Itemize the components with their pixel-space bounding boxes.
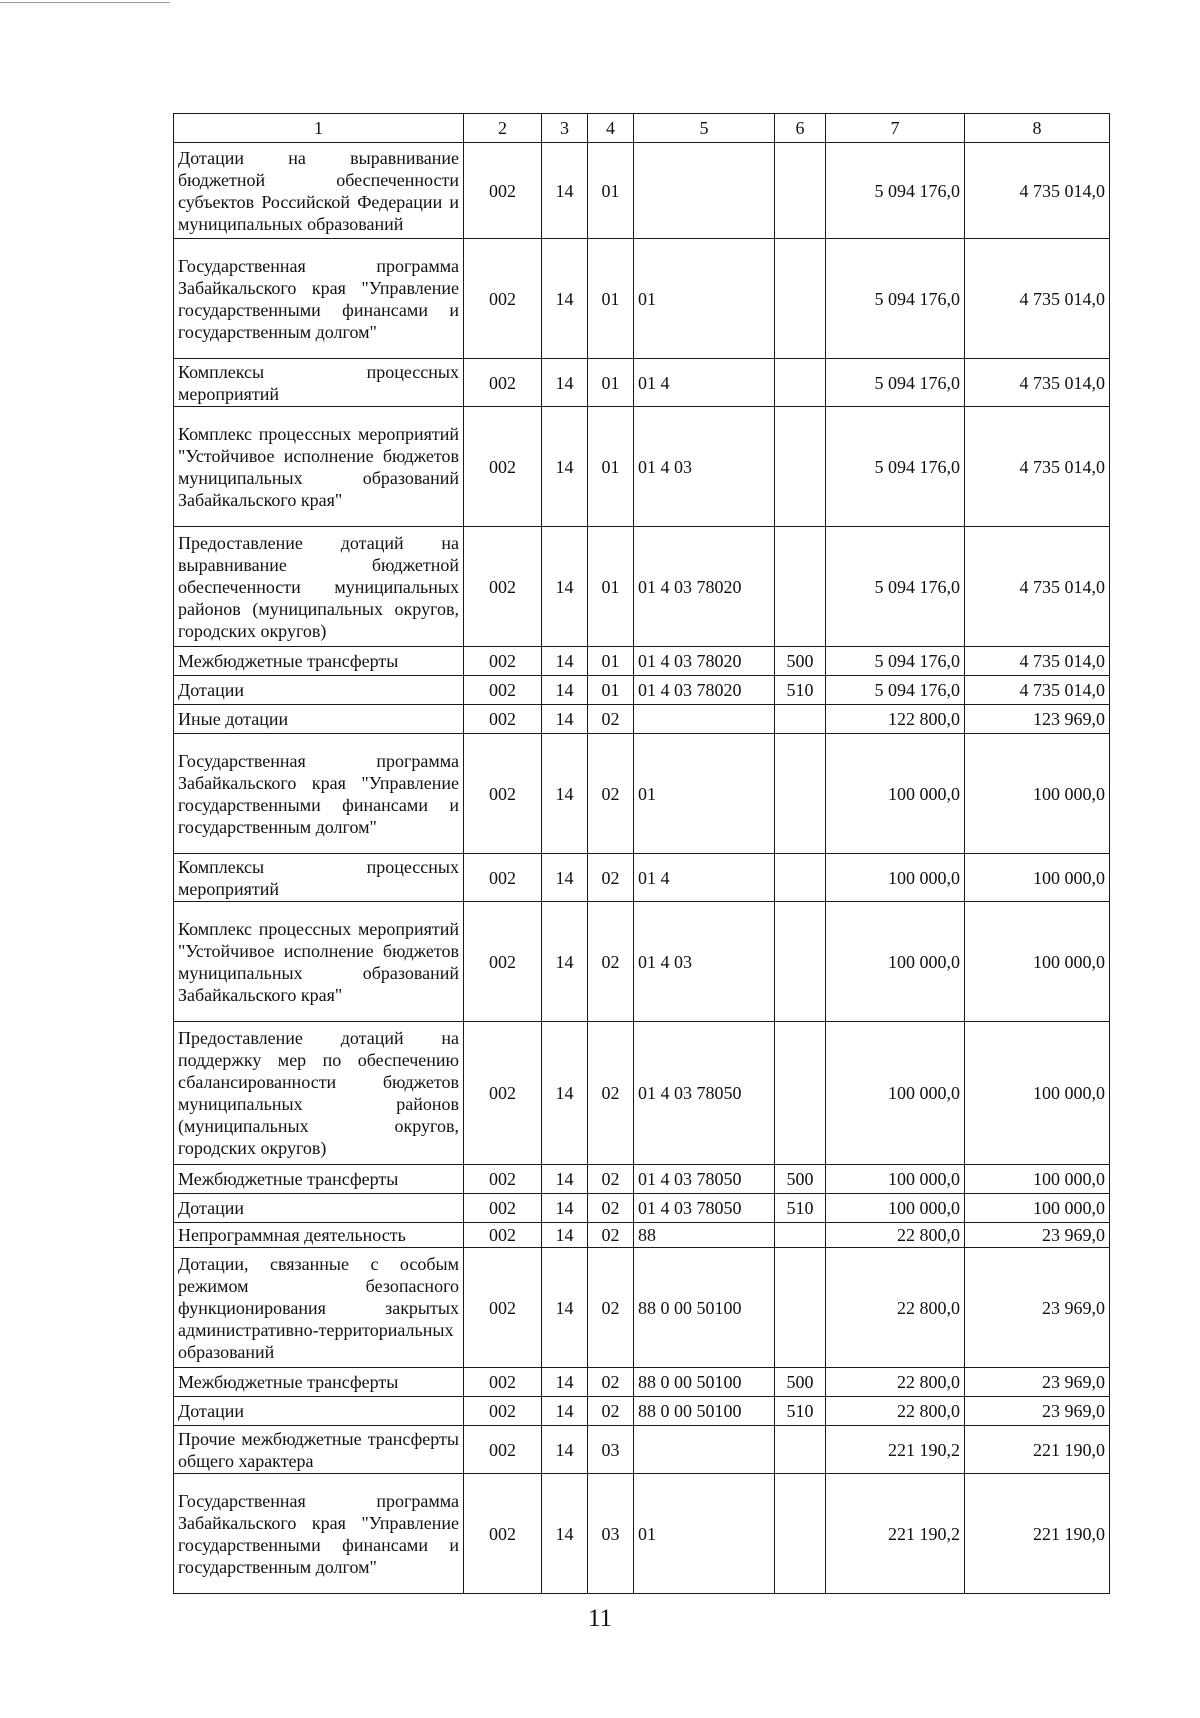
row-amount-1: 100 000,0 bbox=[826, 902, 965, 1022]
table-row bbox=[174, 1165, 1110, 1194]
row-amount-1: 5 094 176,0 bbox=[826, 359, 965, 407]
row-expense-type bbox=[775, 1248, 826, 1368]
row-target-article: 01 4 03 bbox=[634, 407, 775, 527]
row-subsection: 02 bbox=[588, 1248, 634, 1368]
row-section: 14 bbox=[542, 854, 588, 902]
row-expense-type: 500 bbox=[775, 1165, 826, 1194]
row-name: Дотации на выравнивание бюджетной обеспеченности субъектов Российской Федерации и муниципальных образований bbox=[174, 143, 464, 239]
table-row bbox=[174, 1223, 1110, 1248]
row-amount-2: 23 969,0 bbox=[965, 1368, 1110, 1397]
row-subsection: 02 bbox=[588, 1022, 634, 1165]
row-expense-type bbox=[775, 1474, 826, 1594]
row-expense-type bbox=[775, 1426, 826, 1474]
row-section: 14 bbox=[542, 1397, 588, 1426]
row-subsection: 02 bbox=[588, 1223, 634, 1248]
row-subsection: 02 bbox=[588, 854, 634, 902]
row-amount-1: 5 094 176,0 bbox=[826, 647, 965, 676]
row-ministry: 002 bbox=[464, 1165, 542, 1194]
row-subsection: 03 bbox=[588, 1474, 634, 1594]
row-section: 14 bbox=[542, 143, 588, 239]
table-row bbox=[174, 407, 1110, 527]
row-expense-type bbox=[775, 1223, 826, 1248]
row-target-article: 01 4 03 78050 bbox=[634, 1165, 775, 1194]
row-amount-2: 221 190,0 bbox=[965, 1426, 1110, 1474]
row-name: Межбюджетные трансферты bbox=[174, 1368, 464, 1397]
row-name: Непрограммная деятельность bbox=[174, 1223, 464, 1248]
row-subsection: 02 bbox=[588, 734, 634, 854]
row-target-article: 01 4 bbox=[634, 359, 775, 407]
row-section: 14 bbox=[542, 734, 588, 854]
row-amount-2: 100 000,0 bbox=[965, 1194, 1110, 1223]
row-amount-2: 4 735 014,0 bbox=[965, 359, 1110, 407]
row-ministry: 002 bbox=[464, 1194, 542, 1223]
row-subsection: 03 bbox=[588, 1426, 634, 1474]
row-name: Предоставление дотаций на выравнивание бюджетной обеспеченности муниципальных районов (муниципальных округов, городских округов) bbox=[174, 527, 464, 647]
row-amount-1: 5 094 176,0 bbox=[826, 239, 965, 359]
row-expense-type bbox=[775, 902, 826, 1022]
row-target-article: 01 4 03 78050 bbox=[634, 1022, 775, 1165]
row-name: Дотации bbox=[174, 1194, 464, 1223]
row-section: 14 bbox=[542, 1223, 588, 1248]
row-expense-type: 500 bbox=[775, 1368, 826, 1397]
table-row bbox=[174, 359, 1110, 407]
row-ministry: 002 bbox=[464, 143, 542, 239]
row-target-article: 88 bbox=[634, 1223, 775, 1248]
row-target-article: 88 0 00 50100 bbox=[634, 1397, 775, 1426]
header-cell: 5 bbox=[634, 114, 775, 143]
row-expense-type bbox=[775, 143, 826, 239]
row-name: Межбюджетные трансферты bbox=[174, 647, 464, 676]
table-row bbox=[174, 527, 1110, 647]
row-ministry: 002 bbox=[464, 1426, 542, 1474]
row-expense-type: 500 bbox=[775, 647, 826, 676]
row-name: Дотации bbox=[174, 676, 464, 705]
row-amount-1: 5 094 176,0 bbox=[826, 143, 965, 239]
row-subsection: 02 bbox=[588, 1165, 634, 1194]
table-row bbox=[174, 1426, 1110, 1474]
row-expense-type bbox=[775, 359, 826, 407]
row-ministry: 002 bbox=[464, 359, 542, 407]
row-subsection: 01 bbox=[588, 676, 634, 705]
row-ministry: 002 bbox=[464, 1223, 542, 1248]
row-section: 14 bbox=[542, 902, 588, 1022]
row-name: Дотации bbox=[174, 1397, 464, 1426]
row-ministry: 002 bbox=[464, 1248, 542, 1368]
page-number: 11 bbox=[587, 1605, 613, 1632]
row-ministry: 002 bbox=[464, 1397, 542, 1426]
row-section: 14 bbox=[542, 1426, 588, 1474]
row-amount-1: 5 094 176,0 bbox=[826, 676, 965, 705]
row-name: Межбюджетные трансферты bbox=[174, 1165, 464, 1194]
row-expense-type bbox=[775, 239, 826, 359]
header-cell: 7 bbox=[826, 114, 965, 143]
row-section: 14 bbox=[542, 676, 588, 705]
row-section: 14 bbox=[542, 359, 588, 407]
header-cell: 2 bbox=[464, 114, 542, 143]
table-row bbox=[174, 1397, 1110, 1426]
row-amount-2: 4 735 014,0 bbox=[965, 676, 1110, 705]
row-amount-2: 100 000,0 bbox=[965, 902, 1110, 1022]
table-row bbox=[174, 1022, 1110, 1165]
row-amount-2: 23 969,0 bbox=[965, 1397, 1110, 1426]
row-amount-1: 100 000,0 bbox=[826, 1194, 965, 1223]
table-row bbox=[174, 734, 1110, 854]
row-amount-1: 100 000,0 bbox=[826, 1022, 965, 1165]
row-amount-1: 22 800,0 bbox=[826, 1223, 965, 1248]
row-section: 14 bbox=[542, 705, 588, 734]
row-expense-type: 510 bbox=[775, 1194, 826, 1223]
row-expense-type: 510 bbox=[775, 1397, 826, 1426]
table-row bbox=[174, 647, 1110, 676]
row-subsection: 02 bbox=[588, 1397, 634, 1426]
row-name: Комплексы процессных мероприятий bbox=[174, 854, 464, 902]
row-ministry: 002 bbox=[464, 407, 542, 527]
table-row bbox=[174, 239, 1110, 359]
row-expense-type bbox=[775, 527, 826, 647]
row-amount-2: 221 190,0 bbox=[965, 1474, 1110, 1594]
row-expense-type bbox=[775, 705, 826, 734]
row-section: 14 bbox=[542, 1248, 588, 1368]
row-amount-2: 4 735 014,0 bbox=[965, 239, 1110, 359]
row-amount-2: 100 000,0 bbox=[965, 1165, 1110, 1194]
row-section: 14 bbox=[542, 1474, 588, 1594]
row-amount-2: 4 735 014,0 bbox=[965, 143, 1110, 239]
header-cell: 1 bbox=[174, 114, 464, 143]
row-amount-1: 5 094 176,0 bbox=[826, 527, 965, 647]
row-target-article: 88 0 00 50100 bbox=[634, 1368, 775, 1397]
row-target-article: 01 4 03 78050 bbox=[634, 1194, 775, 1223]
row-amount-2: 4 735 014,0 bbox=[965, 647, 1110, 676]
table-row bbox=[174, 1368, 1110, 1397]
row-subsection: 02 bbox=[588, 705, 634, 734]
row-amount-1: 22 800,0 bbox=[826, 1368, 965, 1397]
row-amount-2: 100 000,0 bbox=[965, 734, 1110, 854]
row-name: Государственная программа Забайкальского края "Управление государственными финансами и государственным долгом" bbox=[174, 239, 464, 359]
table-row bbox=[174, 1248, 1110, 1368]
row-amount-2: 23 969,0 bbox=[965, 1248, 1110, 1368]
row-section: 14 bbox=[542, 239, 588, 359]
row-name: Комплекс процессных мероприятий "Устойчивое исполнение бюджетов муниципальных образований Забайкальского края" bbox=[174, 407, 464, 527]
row-amount-1: 100 000,0 bbox=[826, 854, 965, 902]
row-target-article: 01 4 03 78020 bbox=[634, 527, 775, 647]
row-amount-1: 100 000,0 bbox=[826, 734, 965, 854]
table-row bbox=[174, 902, 1110, 1022]
row-target-article bbox=[634, 1426, 775, 1474]
table-row bbox=[174, 143, 1110, 239]
row-ministry: 002 bbox=[464, 1022, 542, 1165]
row-amount-2: 23 969,0 bbox=[965, 1223, 1110, 1248]
row-subsection: 01 bbox=[588, 527, 634, 647]
header-cell: 3 bbox=[542, 114, 588, 143]
row-target-article: 01 4 03 78020 bbox=[634, 647, 775, 676]
row-amount-1: 22 800,0 bbox=[826, 1248, 965, 1368]
row-amount-1: 122 800,0 bbox=[826, 705, 965, 734]
row-ministry: 002 bbox=[464, 705, 542, 734]
row-subsection: 02 bbox=[588, 1368, 634, 1397]
row-expense-type bbox=[775, 1022, 826, 1165]
row-name: Комплексы процессных мероприятий bbox=[174, 359, 464, 407]
row-section: 14 bbox=[542, 1194, 588, 1223]
row-ministry: 002 bbox=[464, 734, 542, 854]
row-name: Предоставление дотаций на поддержку мер по обеспечению сбалансированности бюджетов муниципальных районов (муниципальных округов, городских округов) bbox=[174, 1022, 464, 1165]
table-row bbox=[174, 705, 1110, 734]
row-amount-1: 22 800,0 bbox=[826, 1397, 965, 1426]
row-target-article: 01 4 03 bbox=[634, 902, 775, 1022]
row-name: Иные дотации bbox=[174, 705, 464, 734]
row-section: 14 bbox=[542, 1368, 588, 1397]
row-expense-type bbox=[775, 407, 826, 527]
row-ministry: 002 bbox=[464, 239, 542, 359]
table-header-row bbox=[174, 114, 1110, 143]
table-row bbox=[174, 854, 1110, 902]
row-target-article: 01 bbox=[634, 734, 775, 854]
row-target-article: 88 0 00 50100 bbox=[634, 1248, 775, 1368]
row-amount-2: 100 000,0 bbox=[965, 854, 1110, 902]
header-cell: 6 bbox=[775, 114, 826, 143]
row-section: 14 bbox=[542, 1165, 588, 1194]
row-section: 14 bbox=[542, 527, 588, 647]
row-ministry: 002 bbox=[464, 1368, 542, 1397]
row-target-article bbox=[634, 705, 775, 734]
row-target-article: 01 bbox=[634, 239, 775, 359]
row-name: Прочие межбюджетные трансферты общего характера bbox=[174, 1426, 464, 1474]
row-amount-1: 5 094 176,0 bbox=[826, 407, 965, 527]
row-subsection: 01 bbox=[588, 239, 634, 359]
header-cell: 8 bbox=[965, 114, 1110, 143]
row-amount-1: 221 190,2 bbox=[826, 1426, 965, 1474]
row-name: Дотации, связанные с особым режимом безопасного функционирования закрытых административно-территориальных образований bbox=[174, 1248, 464, 1368]
row-ministry: 002 bbox=[464, 854, 542, 902]
row-ministry: 002 bbox=[464, 647, 542, 676]
row-name: Государственная программа Забайкальского края "Управление государственными финансами и государственным долгом" bbox=[174, 734, 464, 854]
row-target-article: 01 4 bbox=[634, 854, 775, 902]
row-amount-1: 221 190,2 bbox=[826, 1474, 965, 1594]
row-subsection: 02 bbox=[588, 1194, 634, 1223]
row-name: Государственная программа Забайкальского края "Управление государственными финансами и государственным долгом" bbox=[174, 1474, 464, 1594]
row-section: 14 bbox=[542, 1022, 588, 1165]
row-target-article: 01 bbox=[634, 1474, 775, 1594]
row-subsection: 01 bbox=[588, 143, 634, 239]
row-amount-2: 100 000,0 bbox=[965, 1022, 1110, 1165]
table-row bbox=[174, 1194, 1110, 1223]
row-expense-type bbox=[775, 854, 826, 902]
row-expense-type: 510 bbox=[775, 676, 826, 705]
row-amount-2: 4 735 014,0 bbox=[965, 407, 1110, 527]
row-section: 14 bbox=[542, 407, 588, 527]
row-name: Комплекс процессных мероприятий "Устойчивое исполнение бюджетов муниципальных образований Забайкальского края" bbox=[174, 902, 464, 1022]
row-subsection: 01 bbox=[588, 407, 634, 527]
row-ministry: 002 bbox=[464, 527, 542, 647]
row-ministry: 002 bbox=[464, 1474, 542, 1594]
row-subsection: 01 bbox=[588, 647, 634, 676]
row-ministry: 002 bbox=[464, 676, 542, 705]
row-target-article bbox=[634, 143, 775, 239]
row-target-article: 01 4 03 78020 bbox=[634, 676, 775, 705]
header-cell: 4 bbox=[588, 114, 634, 143]
row-subsection: 02 bbox=[588, 902, 634, 1022]
row-amount-2: 4 735 014,0 bbox=[965, 527, 1110, 647]
row-amount-2: 123 969,0 bbox=[965, 705, 1110, 734]
budget-table bbox=[173, 113, 1110, 1594]
table-row bbox=[174, 1474, 1110, 1594]
row-ministry: 002 bbox=[464, 902, 542, 1022]
row-amount-1: 100 000,0 bbox=[826, 1165, 965, 1194]
scan-artifact-line bbox=[0, 2, 170, 3]
row-section: 14 bbox=[542, 647, 588, 676]
row-expense-type bbox=[775, 734, 826, 854]
table-row bbox=[174, 676, 1110, 705]
row-subsection: 01 bbox=[588, 359, 634, 407]
